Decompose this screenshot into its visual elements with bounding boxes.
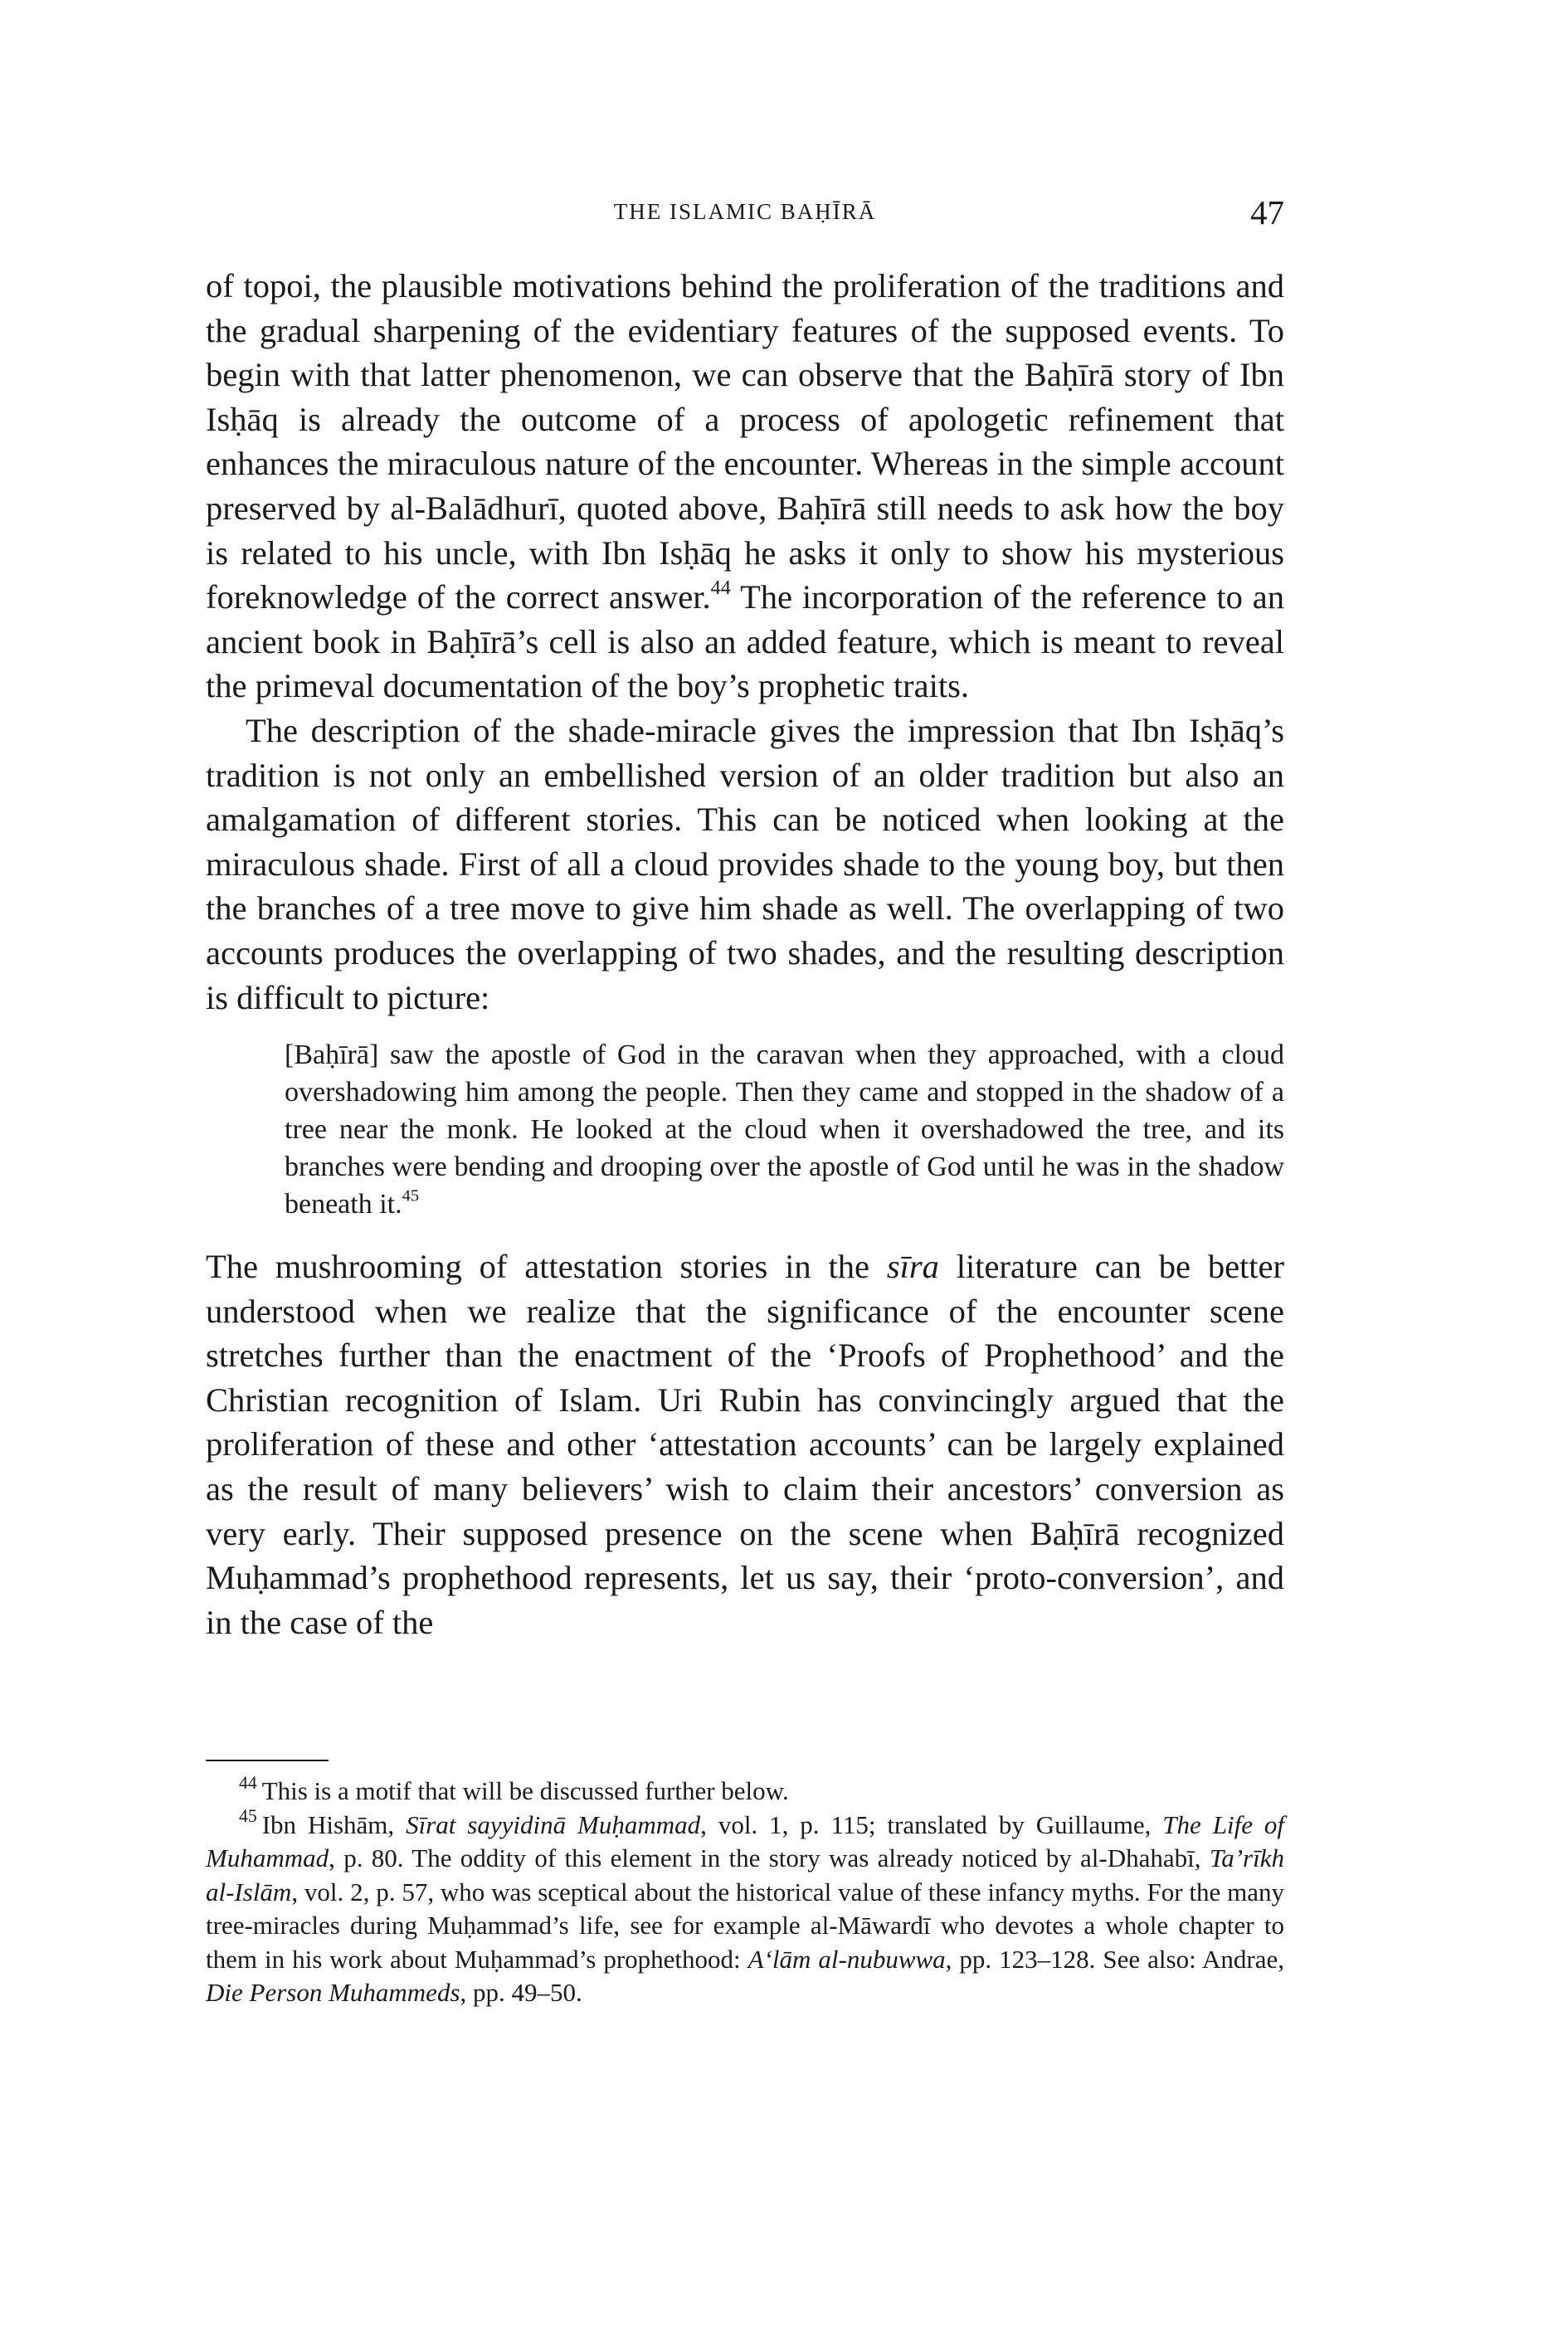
citation-title: The Life of Muhammad	[206, 1809, 1285, 1872]
footnote-text: , vol. 1, p. 115; translated by Guillaume,	[700, 1809, 1163, 1839]
paragraph-3-italic-term: sīra	[886, 1248, 939, 1286]
citation-title: Die Person Muhammeds	[206, 1978, 460, 2007]
paragraph-2: The description of the shade-miracle gives the impression that Ibn Isḥāq’s tradition is not only an embellished version of an older tradition but also an amalgamation of different stories. This can be noticed when looking at the miraculous shade. First of all a cloud provides shade to the young boy, but then the branches of a tree move to give him shade as well. The overlapping of two accounts produces the overlapping of two shades, and the resulting description is difficult to picture:	[206, 711, 1284, 1016]
paragraph-1-text-b: The incorporation of the reference to an ancient book in Baḥīrā’s cell is also an added feature, which is meant to reveal the primeval documentation of the boy’s prophetic traits.	[206, 578, 1285, 705]
footnote-ref-44: 44	[710, 577, 731, 600]
footnotes	[206, 1772, 1285, 2010]
footnote-text: Ibn Hishām,	[261, 1809, 407, 1839]
footnote-ref-45: 45	[402, 1186, 420, 1205]
main-text	[206, 264, 1284, 1644]
citation-title: Sīrat sayyidinā Muḥammad	[406, 1809, 701, 1839]
paragraph-1-text-a: of topoi, the plausible motivations behind the proliferation of the traditions and the gradual sharpening of the evidentiary features of the supposed events. To begin with that latter phenomenon, we can observe that the Baḥīrā story of Ibn Isḥāq is already the outcome of a process of apologetic refinement that enhances the miraculous nature of the encounter. Whereas in the simple account preserved by al-Balādhurī, quoted above, Baḥīrā still needs to ask how the boy is related to his uncle, with Ibn Isḥāq he asks it only to show his mysterious foreknowledge of the correct answer.	[206, 267, 1284, 616]
footnote-text: , pp. 49–50.	[460, 1978, 582, 2007]
block-quote	[285, 1036, 1284, 1223]
footnote-divider	[206, 1760, 329, 1761]
footnote-text: , pp. 123–128. See also: Andrae,	[945, 1944, 1284, 1974]
footnote-text: , p. 80. The oddity of this element in the story was already noticed by al-Dhahabī,	[329, 1843, 1210, 1872]
footnote-number: 45	[239, 1806, 257, 1827]
paragraph-3	[206, 1244, 1284, 1644]
citation-title: Ta’rīkh al-Islām	[206, 1843, 1284, 1906]
block-quote-text: [Baḥīrā] saw the apostle of God in the caravan when they approached, with a cloud overshadowing him among the people. Then they came and stopped in the shadow of a tree near the monk. He looked at the cloud when it overshadowed the tree, and its branches were bending and drooping over the apostle of God until he was in the shadow beneath it.	[285, 1040, 1284, 1220]
footnote-text: This is a motif that will be discussed further below.	[261, 1776, 789, 1805]
footnote-text: , vol. 2, p. 57, who was sceptical about the historical value of these infancy myths. For the many tree-miracles during Muḥammad’s life, see for example al-Māwardī who devotes a whole chapter to them in his work about Muḥammad’s prophethood:	[206, 1877, 1284, 1974]
paragraph-3-text-a: The mushrooming of attestation stories in the	[206, 1248, 887, 1286]
footnote-44	[206, 1772, 1284, 1809]
running-title: THE ISLAMIC BAḤĪRĀ	[613, 199, 877, 224]
footnote-number: 44	[239, 1772, 257, 1793]
paragraph-3-text-b: literature can be better understood when we realize that the significance of the encounter scene stretches further than the enactment of the ‘Proofs of Prophethood’ and the Christian recognition of Islam. Uri Rubin has convincingly argued that the proliferation of these and other ‘attestation accounts’ can be largely explained as the result of many believers’ wish to claim their ancestors’ conversion as very early. Their supposed presence on the scene when Baḥīrā recognized Muḥammad’s prophethood represents, let us say, their ‘proto-conversion’, and in the case of the	[206, 1248, 1285, 1641]
paragraph-1	[206, 264, 1284, 709]
running-header	[206, 192, 1284, 242]
footnote-45	[206, 1806, 1285, 2010]
page-number: 47	[1250, 193, 1284, 231]
citation-title: A‘lām al-nubuwwa	[747, 1944, 946, 1974]
